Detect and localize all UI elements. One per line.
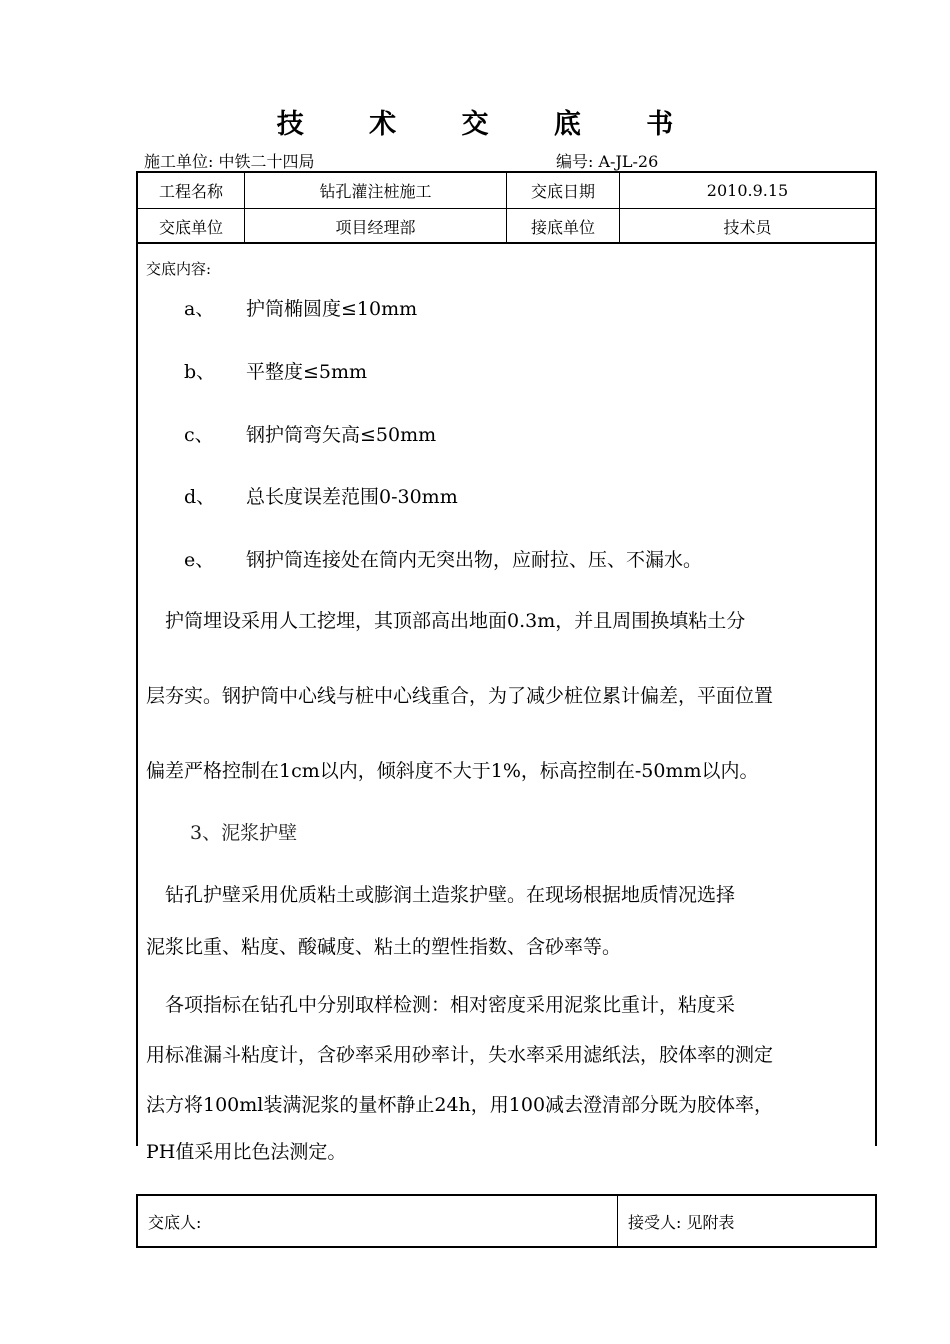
construction-unit: 施工单位: 中铁二十四局 bbox=[144, 152, 315, 171]
item-label: c、 bbox=[184, 424, 214, 446]
section-heading: 3、泥浆护壁 bbox=[190, 822, 298, 844]
document-title: 技 术 交 底 书 bbox=[276, 109, 702, 140]
project-name-label: 工程名称 bbox=[138, 173, 245, 208]
receiver-person: 接受人: 见附表 bbox=[628, 1212, 735, 1232]
receiver-label: 接底单位 bbox=[507, 209, 620, 244]
para1-line: 护筒埋设采用人工挖埋，其顶部高出地面0.3m，并且周围换填粘土分 bbox=[146, 610, 746, 632]
list-item bbox=[184, 482, 458, 509]
item-label: a、 bbox=[184, 298, 215, 320]
date-value: 2010.9.15 bbox=[706, 181, 789, 200]
list-item bbox=[184, 420, 436, 447]
para1-line: 层夯实。钢护筒中心线与桩中心线重合，为了减少桩位累计偏差，平面位置 bbox=[146, 685, 774, 707]
para2-line: 钻孔护壁采用优质粘土或膨润土造浆护壁。在现场根据地质情况选择 bbox=[146, 884, 736, 906]
item-text: 平整度≤5mm bbox=[246, 361, 368, 383]
project-name-value: 钻孔灌注桩施工 bbox=[245, 173, 507, 208]
list-item bbox=[184, 294, 417, 321]
issuer-label: 交底单位 bbox=[138, 209, 245, 244]
content-box bbox=[136, 244, 877, 1163]
para2-line: 泥浆比重、粘度、酸碱度、粘土的塑性指数、含砂率等。 bbox=[146, 936, 622, 958]
receiver-value: 技术员 bbox=[723, 218, 772, 237]
item-text: 钢护筒弯矢高≤50mm bbox=[246, 424, 437, 446]
item-label: b、 bbox=[184, 361, 216, 383]
date-label: 交底日期 bbox=[507, 173, 620, 208]
item-label: d、 bbox=[184, 486, 216, 508]
issuer-person: 交底人: bbox=[138, 1196, 618, 1246]
para3-line: 用标准漏斗粘度计，含砂率采用砂率计，失水率采用滤纸法，胶体率的测定 bbox=[146, 1044, 774, 1066]
content-label: 交底内容: bbox=[146, 260, 212, 278]
header-row-1 bbox=[138, 173, 875, 209]
para3-line: 法方将100ml装满泥浆的量杯静止24h，用100减去澄清部分既为胶体率， bbox=[146, 1094, 774, 1116]
footer-table bbox=[136, 1194, 877, 1248]
issuer-value: 项目经理部 bbox=[245, 209, 507, 244]
item-text: 总长度误差范围0-30mm bbox=[246, 486, 458, 508]
item-label: e、 bbox=[184, 549, 215, 571]
para3-line: 各项指标在钻孔中分别取样检测：相对密度采用泥浆比重计，粘度采 bbox=[146, 994, 736, 1016]
para3-line: PH值采用比色法测定。 bbox=[146, 1141, 347, 1163]
para1-line: 偏差严格控制在1cm以内，倾斜度不大于1%，标高控制在-50mm以内。 bbox=[146, 760, 759, 782]
item-text: 钢护筒连接处在筒内无突出物，应耐拉、压、不漏水。 bbox=[246, 549, 703, 571]
list-item bbox=[184, 357, 367, 384]
header-row-2 bbox=[138, 209, 875, 244]
header-table bbox=[136, 171, 877, 244]
list-item bbox=[184, 545, 702, 572]
doc-number: 编号: A-JL-26 bbox=[556, 152, 659, 171]
item-text: 护筒椭圆度≤10mm bbox=[246, 298, 418, 320]
